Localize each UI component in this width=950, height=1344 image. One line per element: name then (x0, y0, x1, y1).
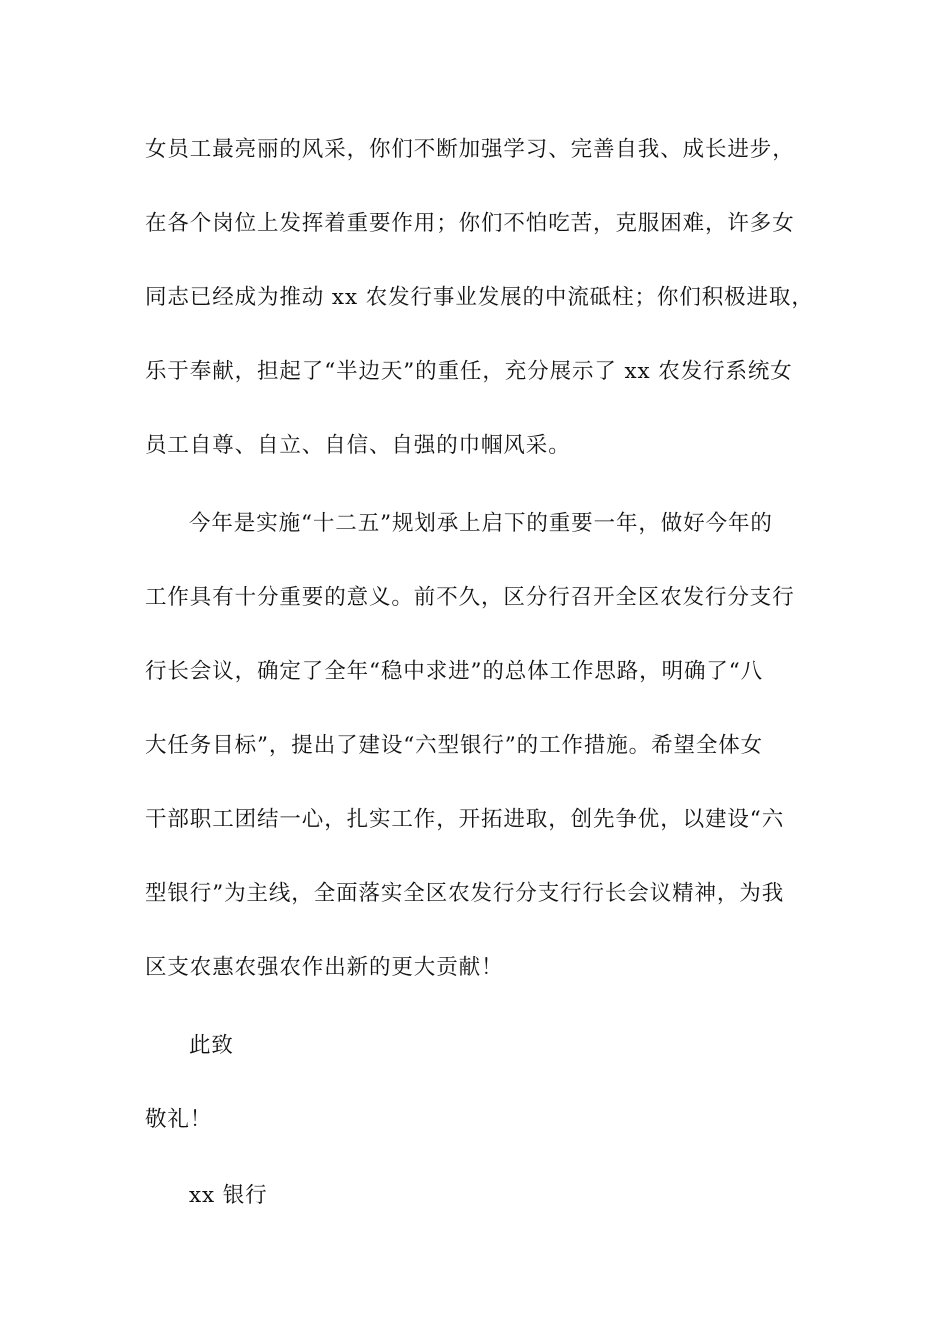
paragraph-line: 同志已经成为推动 xx 农发行事业发展的中流砥柱；你们积极进取， (145, 285, 814, 310)
paragraph-line: 在各个岗位上发挥着重要作用；你们不怕吃苦，克服困难，许多女 (145, 211, 795, 236)
paragraph-line: 行长会议，确定了全年“稳中求进”的总体工作思路，明确了“八 (145, 659, 764, 684)
paragraph-line: 乐于奉献，担起了“半边天”的重任，充分展示了 xx 农发行系统女 (145, 359, 793, 384)
paragraph-line: 女员工最亮丽的风采，你们不断加强学习、完善自我、成长进步， (145, 137, 795, 162)
signature-text: xx 银行 (189, 1183, 268, 1208)
paragraph-line: 型银行”为主线，全面落实全区农发行分支行行长会议精神，为我 (145, 881, 785, 906)
salutation-text: 敬礼！ (145, 1107, 213, 1132)
paragraph-line: 区支农惠农强农作出新的更大贡献！ (145, 955, 504, 980)
paragraph-line: 工作具有十分重要的意义。前不久，区分行召开全区农发行分支行 (145, 585, 795, 610)
closing-text: 此致 (189, 1033, 234, 1058)
paragraph-line: 员工自尊、自立、自信、自强的巾帼风采。 (145, 433, 571, 458)
paragraph-line: 大任务目标”，提出了建设“六型银行”的工作措施。希望全体女 (145, 733, 764, 758)
paragraph-line: 今年是实施“十二五”规划承上启下的重要一年，做好今年的 (189, 511, 773, 536)
paragraph-line: 干部职工团结一心，扎实工作，开拓进取，创先争优，以建设“六 (145, 807, 785, 832)
